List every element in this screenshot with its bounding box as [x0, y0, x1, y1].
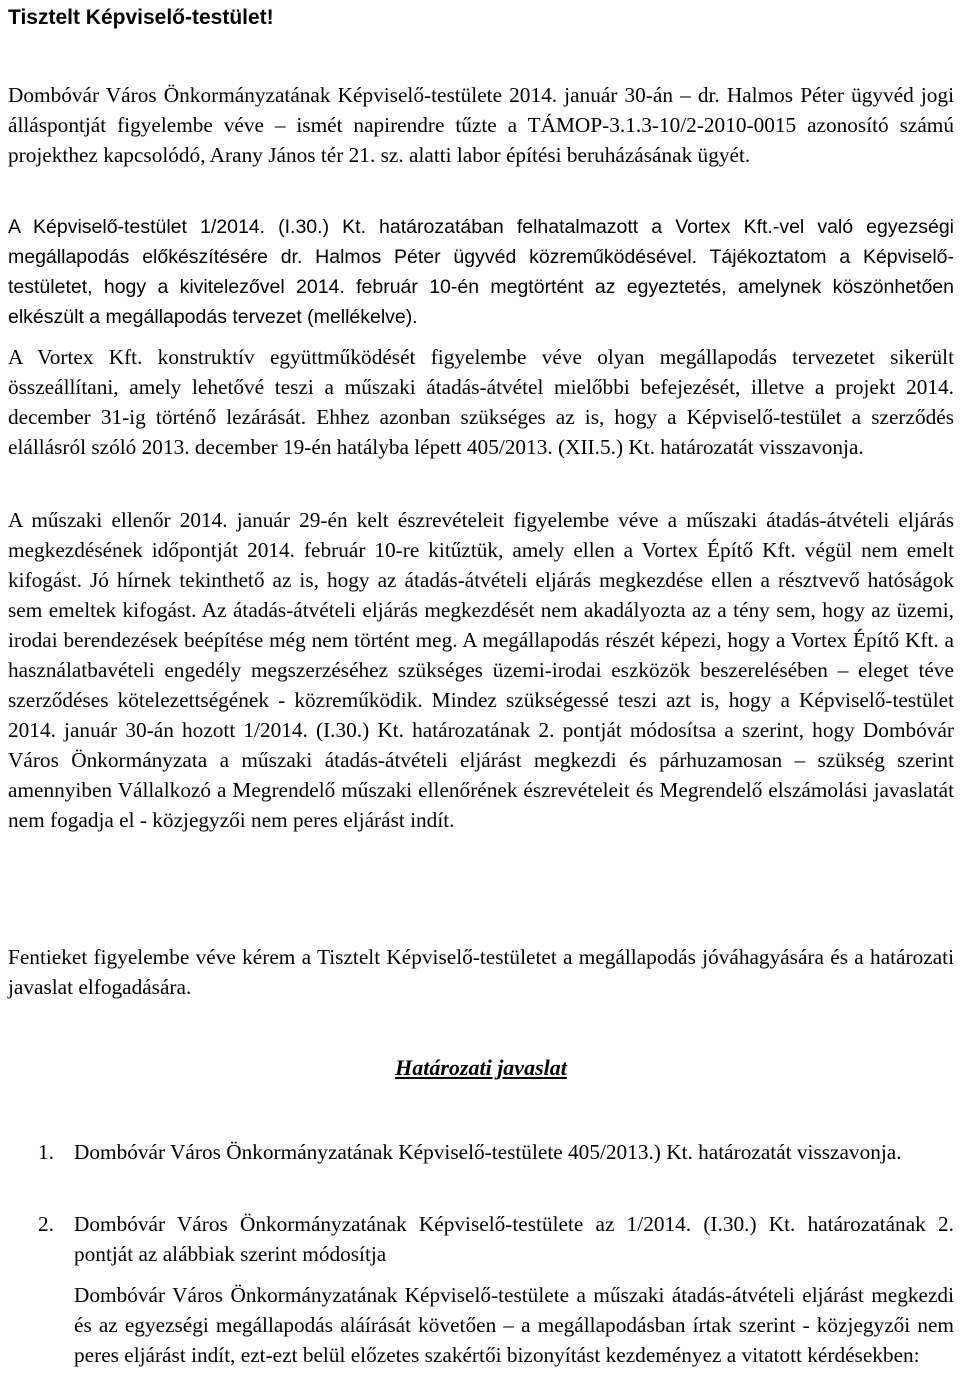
resolution-body: Dombóvár Város Önkormányzatának Képviselő-testülete a műszaki átadás-átvételi eljárást megkezdi és az egyezségi megállapodás aláírását követően – a megállapodásban írtak szerint - közjegyzői nem peres eljárást indít, ezt-ezt belül előzetes szakértői bizonyítást kezdeményez a vitatott kérdésekben:: [74, 1283, 954, 1367]
paragraph-third: A Vortex Kft. konstruktív együttműködését figyelembe véve olyan megállapodás tervezetet sikerült összeállítani, amely lehetővé teszi a műszaki átadás-átvétel mielőbbi befejezését, illetve a projekt 2014. december 31-ig történő lezárását. Ehhez azonban szükséges az is, hogy a Képviselő-testület a szerződés elállásról szóló 2013. december 19-én hatályba lépett 405/2013. (XII.5.) Kt. határozatát visszavonja.: [8, 345, 954, 459]
paragraph-intro: Dombóvár Város Önkormányzatának Képviselő-testülete 2014. január 30-án – dr. Halmos Péter ügyvéd jogi álláspontját figyelembe véve – ismét napirendre tűzte a TÁMOP-3.1.3-10/2-2010-0015 azonosító számú projekthez kapcsolódó, Arany János tér 21. sz. alatti labor építési beruházásának ügyét.: [8, 83, 954, 167]
resolution-item-number: 1.: [38, 1140, 54, 1164]
resolution-item-number: 2.: [38, 1212, 54, 1236]
resolution-item-text: Dombóvár Város Önkormányzatának Képviselő-testülete 405/2013.) Kt. határozatát visszavonja.: [74, 1140, 902, 1164]
paragraph-fourth: A műszaki ellenőr 2014. január 29-én kelt észrevételeit figyelembe véve a műszaki átadás-átvételi eljárás megkezdésének időpontját 2014. február 10-re kitűztük, amely ellen a Vortex Építő Kft. végül nem emelt kifogást. Jó hírnek tekinthető az is, hogy az átadás-átvételi eljárás megkezdése ellen a résztvevő hatóságok sem emeltek kifogást. Az átadás-átvételi eljárás megkezdését nem akadályozta az a tény sem, hogy az üzemi, irodai berendezések beépítése még nem történt meg. A megállapodás részét képezi, hogy a Vortex Építő Kft. a használatbavételi engedély megszerzéséhez szükséges üzemi-irodai eszközök beszerelésében – eleget téve szerződéses kötelezettségének - közreműködik. Mindez szükségessé teszi azt is, hogy a Képviselő-testület 2014. január 30-án hozott 1/2014. (I.30.) Kt. határozatának 2. pontját módosítsa a szerint, hogy Dombóvár Város Önkormányzata a műszaki átadás-átvételi eljárást megkezdi és párhuzamosan – szükség szerint amennyiben Vállalkozó a Megrendelő műszaki ellenőrének észrevételeit és Megrendelő elszámolási javaslatát nem fogadja el - közjegyzői nem peres eljárást indít.: [8, 508, 954, 832]
document-heading: Tisztelt Képviselő-testület!: [8, 6, 274, 29]
resolution-title: Határozati javaslat: [395, 1055, 567, 1080]
paragraph-second: A Képviselő-testület 1/2014. (I.30.) Kt. határozatában felhatalmazott a Vortex Kft.-vel való egyezségi megállapodás előkészítésére dr. Halmos Péter ügyvéd közreműködésével. Tájékoztatom a Képviselő-testületet, hogy a kivitelezővel 2014. február 10-én megtörtént az egyeztetés, amelynek köszönhetően elkészült a megállapodás tervezet (mellékelve).: [8, 216, 954, 328]
paragraph-fifth: Fentieket figyelembe véve kérem a Tisztelt Képviselő-testületet a megállapodás jóváhagyására és a határozati javaslat elfogadására.: [8, 945, 954, 999]
resolution-item-text: Dombóvár Város Önkormányzatának Képviselő-testülete az 1/2014. (I.30.) Kt. határozatának 2. pontját az alábbiak szerint módosítja: [74, 1212, 954, 1266]
